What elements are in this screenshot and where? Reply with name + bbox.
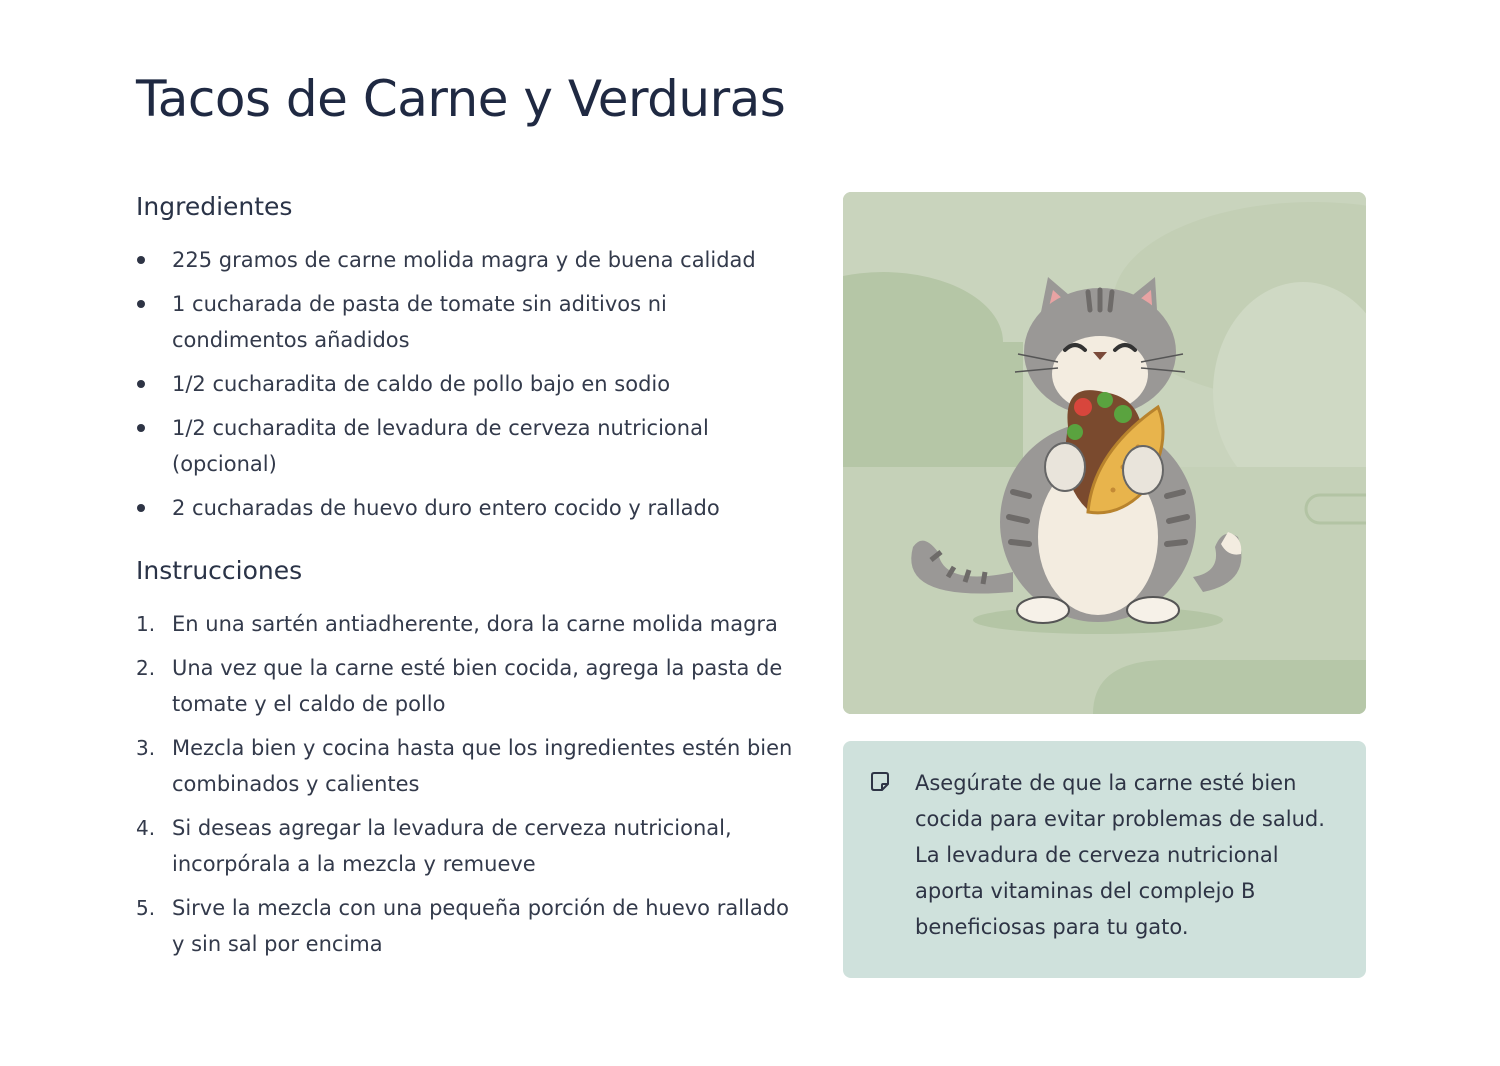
ingredient-text: 1/2 cucharadita de levadura de cerveza nutricional (opcional) <box>172 416 709 476</box>
bullet-icon <box>137 380 145 388</box>
ingredients-heading: Ingredientes <box>136 192 293 221</box>
step-text: En una sartén antiadherente, dora la carne molida magra <box>172 612 778 636</box>
list-item <box>136 490 796 526</box>
step-text: Una vez que la carne esté bien cocida, agrega la pasta de tomate y el caldo de pollo <box>172 656 783 716</box>
instructions-list <box>136 606 796 962</box>
list-item <box>136 410 796 482</box>
note-card <box>843 741 1366 978</box>
list-item <box>136 650 796 722</box>
list-item <box>136 242 796 278</box>
ingredient-text: 2 cucharadas de huevo duro entero cocido y rallado <box>172 496 720 520</box>
ingredient-text: 1 cucharada de pasta de tomate sin aditivos ni condimentos añadidos <box>172 292 667 352</box>
list-item <box>136 890 796 962</box>
bullet-icon <box>137 504 145 512</box>
bullet-icon <box>137 424 145 432</box>
cat-eating-taco-illustration <box>843 192 1366 714</box>
list-item <box>136 730 796 802</box>
ingredient-text: 225 gramos de carne molida magra y de buena calidad <box>172 248 756 272</box>
list-item <box>136 606 796 642</box>
page-title: Tacos de Carne y Verduras <box>136 70 786 128</box>
step-text: Mezcla bien y cocina hasta que los ingredientes estén bien combinados y calientes <box>172 736 793 796</box>
step-number: 1. <box>136 612 156 636</box>
list-item <box>136 286 796 358</box>
step-number: 4. <box>136 816 156 840</box>
step-number: 3. <box>136 736 156 760</box>
ingredient-text: 1/2 cucharadita de caldo de pollo bajo en sodio <box>172 372 671 396</box>
note-icon <box>869 771 891 793</box>
step-number: 5. <box>136 896 156 920</box>
bullet-icon <box>137 256 145 264</box>
step-text: Sirve la mezcla con una pequeña porción de huevo rallado y sin sal por encima <box>172 896 789 956</box>
list-item <box>136 810 796 882</box>
ingredients-list <box>136 242 796 526</box>
bullet-icon <box>137 300 145 308</box>
step-text: Si deseas agregar la levadura de cerveza nutricional, incorpórala a la mezcla y remueve <box>172 816 732 876</box>
cat-illustration-svg <box>843 192 1366 714</box>
list-item <box>136 366 796 402</box>
note-text: Asegúrate de que la carne esté bien cocida para evitar problemas de salud. La levadura de cerveza nutricional aporta vitaminas del complejo B beneficiosas para tu gato. <box>915 771 1325 939</box>
recipe-body <box>136 190 796 970</box>
instructions-heading: Instrucciones <box>136 556 303 585</box>
step-number: 2. <box>136 656 156 680</box>
